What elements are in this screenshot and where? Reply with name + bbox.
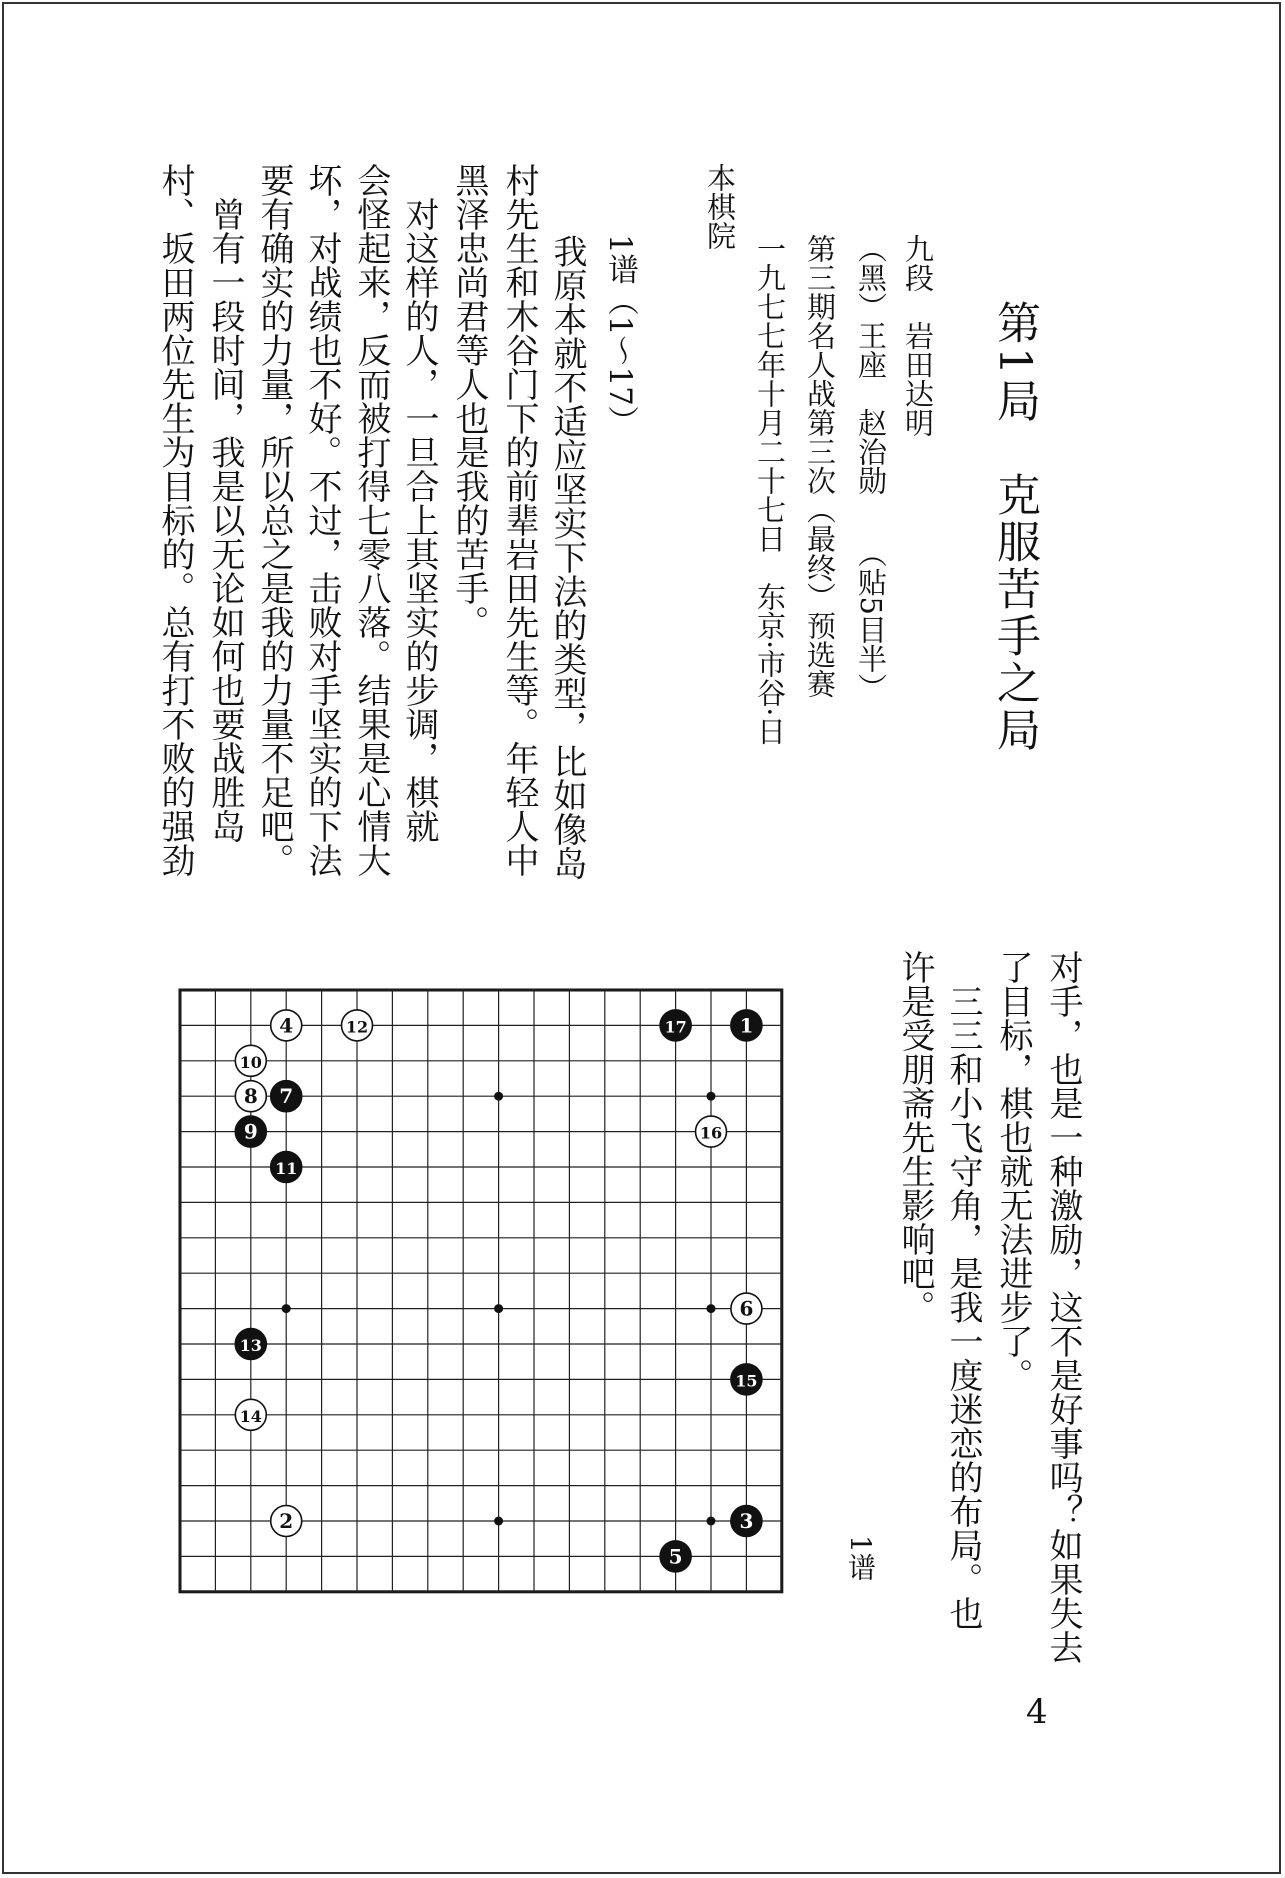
stone-number: 8 [243, 1084, 258, 1109]
body-column: 对这样的人，一旦合上其坚实的步调，棋就 [399, 163, 439, 843]
black-stone-11 [271, 1152, 302, 1183]
date-place: 一九七七年十月二十七日 东京·市谷·日 [753, 234, 787, 746]
stone-number: 17 [664, 1017, 687, 1037]
body-column: 对手，也是一种激励，这不是好事吗？如果失去 [1043, 950, 1083, 1664]
black-stone-17 [660, 1010, 691, 1041]
game-title: 第1局 克服苦手之局 [989, 300, 1040, 754]
player-black: （黑）王座 赵治勋 （贴5目半） [854, 234, 888, 702]
white-stone-12 [342, 1010, 373, 1041]
body-column: 许是受朋斋先生影响吧。 [895, 950, 935, 1324]
stone-number: 10 [239, 1052, 262, 1072]
venue: 本棋院 [703, 163, 737, 250]
body-column: 会怪起来，反而被打得七零八落。结果是心情大 [351, 163, 391, 877]
star-point [494, 1092, 503, 1101]
stone-number: 15 [735, 1371, 758, 1391]
black-stone-3 [731, 1506, 762, 1537]
star-point [494, 1517, 503, 1526]
body-column: 村、坂田两位先生为目标的。总有打不败的强劲 [155, 163, 195, 877]
star-point [494, 1304, 503, 1313]
body-column: 我原本就不适应坚实下法的类型，比如像岛 [547, 234, 587, 880]
stone-number: 11 [275, 1159, 298, 1178]
stone-number: 3 [739, 1509, 754, 1533]
white-stone-8 [235, 1081, 266, 1112]
body-column: 曾有一段时间，我是以无论如何也要战胜岛 [205, 163, 245, 843]
body-column: 要有确实的力量，所以总之是我的力量不足吧。 [254, 163, 294, 877]
stone-number: 7 [279, 1084, 294, 1109]
black-stone-9 [235, 1116, 266, 1147]
stone-number: 12 [345, 1017, 369, 1037]
stone-number: 9 [243, 1119, 258, 1144]
body-column: 黑泽忠尚君等人也是我的苦手。 [449, 163, 489, 639]
black-stone-5 [660, 1541, 691, 1572]
stone-number: 14 [239, 1406, 262, 1426]
board-frame [180, 990, 782, 1592]
white-stone-14 [235, 1399, 266, 1430]
body-column: 村先生和木谷门下的前辈岩田先生等。年轻人中 [499, 163, 539, 877]
black-stone-13 [235, 1329, 266, 1360]
section-heading: 1谱（1～17） [602, 234, 638, 437]
stone-number: 2 [279, 1509, 294, 1533]
black-stone-15 [731, 1364, 762, 1395]
page-number: 4 [1026, 1692, 1048, 1732]
stone-number: 6 [739, 1296, 754, 1321]
go-board-diagram [160, 965, 840, 1657]
black-stone-7 [271, 1081, 302, 1112]
white-stone-4 [271, 1010, 302, 1041]
star-point [707, 1092, 716, 1101]
white-stone-10 [235, 1045, 266, 1076]
star-point [282, 1304, 291, 1313]
body-column: 了目标，棋也就无法进步了。 [993, 950, 1033, 1392]
player-white: 九段 岩田达明 [901, 234, 935, 437]
stone-number: 13 [239, 1336, 262, 1355]
black-stone-1 [731, 1010, 762, 1041]
white-stone-6 [731, 1293, 762, 1324]
stone-number: 5 [668, 1544, 683, 1569]
diagram-label: 1谱 [844, 1535, 877, 1581]
body-column: 三三和小飞守角，是我一度迷恋的布局。也 [943, 950, 983, 1630]
body-column: 坏，对战绩也不好。不过，击败对手坚实的下法 [302, 163, 342, 877]
stone-number: 1 [739, 1013, 754, 1038]
star-point [707, 1304, 716, 1313]
stone-number: 16 [699, 1123, 723, 1143]
event-name: 第三期名人战第三次（最终）预选赛 [803, 234, 837, 698]
star-point [707, 1517, 716, 1526]
stone-number: 4 [279, 1013, 294, 1038]
white-stone-2 [271, 1506, 302, 1537]
white-stone-16 [696, 1116, 727, 1147]
